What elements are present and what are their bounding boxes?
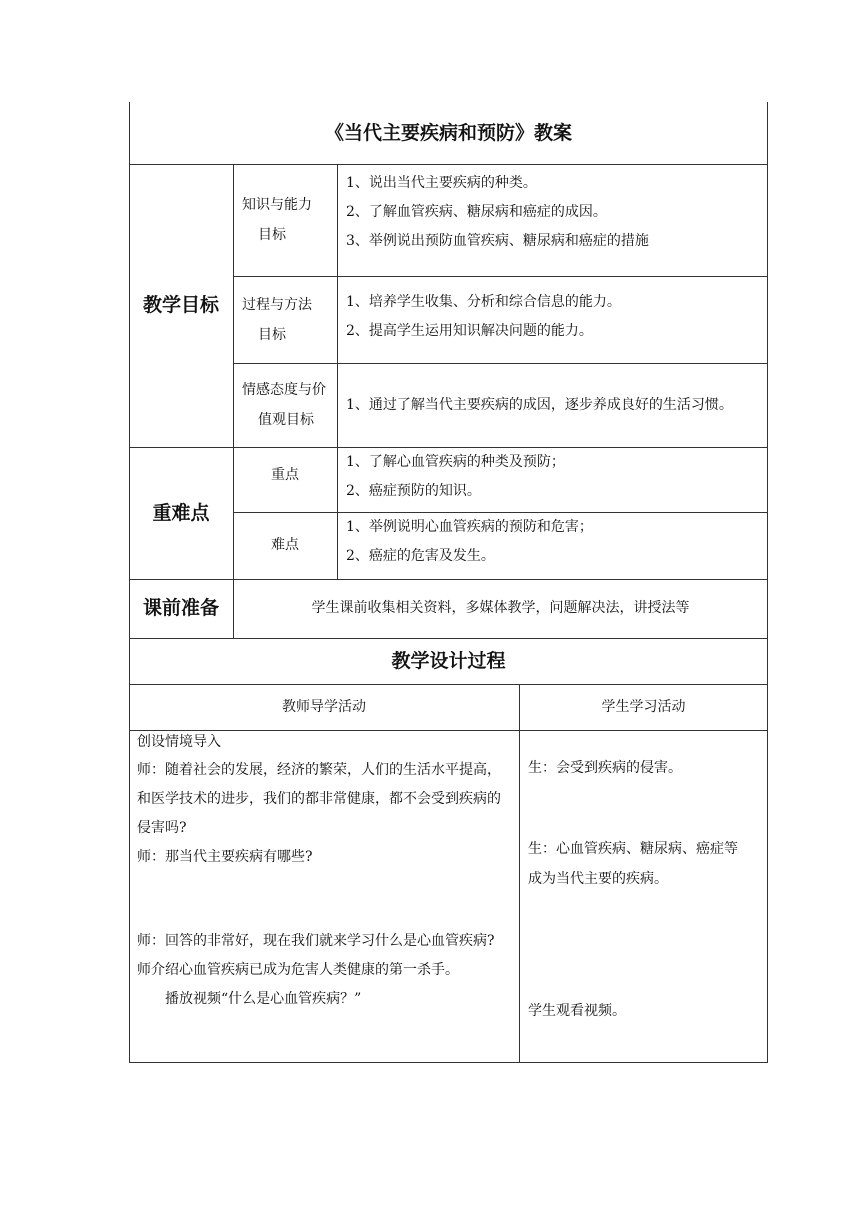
objective-items-knowledge [346,169,766,256]
list-item: 2、癌症预防的知识。 [346,483,481,499]
teacher-line: 师介绍心血管疾病已成为危害人类健康的第一杀手。 [137,962,459,978]
teacher-activity-header: 教师导学活动 [282,698,366,715]
objective-label-process [233,276,337,363]
teacher-line: 侵害吗? [137,820,187,836]
list-item: 1、说出当代主要疾病的种类。 [346,175,537,191]
keypoints-heading: 重难点 [152,501,210,524]
objectives-heading: 教学目标 [142,294,219,316]
label-line: 知识与能力 [242,197,312,213]
student-line: 生：心血管疾病、糖尿病、癌症等 [528,841,738,857]
student-line: 成为当代主要的疾病。 [528,871,668,887]
design-heading: 教学设计过程 [391,649,506,672]
column-divider-2 [337,164,338,579]
column-divider-3 [519,684,520,1063]
teacher-line: 师：随着社会的发展，经济的繁荣，人们的生活水平提高， [137,762,501,778]
preparation-text: 学生课前收集相关资料，多媒体教学，问题解决法，讲授法等 [311,600,690,616]
table-border-bottom [129,1062,768,1063]
keypoint-items-difficult [346,513,766,571]
page-title: 《当代主要疾病和预防》教案 [324,121,572,144]
objective-label-attitude [233,363,337,447]
list-item: 2、了解血管疾病、糖尿病和癌症的成因。 [346,204,607,220]
keypoint-items-important [346,448,766,506]
student-line: 生：会受到疾病的侵害。 [528,760,682,776]
teacher-line: 师：回答的非常好，现在我们就来学习什么是心血管疾病? [137,933,495,949]
label-line: 情感态度与价 [242,382,326,398]
objective-items-process [346,288,766,346]
list-item: 1、了解心血管疾病的种类及预防； [346,454,565,470]
objective-items-attitude [346,363,766,447]
list-item: 2、癌症的危害及发生。 [346,548,495,564]
teacher-line: 播放视频“什么是心血管疾病？” [165,991,362,1007]
teacher-line: 师：那当代主要疾病有哪些? [137,849,313,865]
lesson-plan-table [129,102,768,1063]
teacher-line: 创设情境导入 [137,734,221,750]
objective-label-knowledge [233,164,337,276]
list-item: 1、举例说明心血管疾病的预防和危害； [346,519,593,535]
label-line: 目标 [258,326,286,343]
list-item: 2、提高学生运用知识解决问题的能力。 [346,323,593,339]
label-line: 目标 [258,227,286,243]
list-item: 1、培养学生收集、分析和综合信息的能力。 [346,294,621,310]
list-item: 1、通过了解当代主要疾病的成因，逐步养成良好的生活习惯。 [346,396,733,413]
student-line: 学生观看视频。 [528,1003,626,1019]
preparation-heading: 课前准备 [142,597,219,619]
label-line: 值观目标 [258,412,314,428]
label-line: 过程与方法 [242,296,312,313]
teacher-line: 和医学技术的进步，我们的都非常健康，都不会受到疾病的 [137,791,501,807]
list-item: 3、举例说出预防血管疾病、糖尿病和癌症的措施 [346,233,649,249]
keypoint-label-important: 重点 [271,467,299,483]
student-activity-header: 学生学习活动 [601,698,686,715]
keypoint-label-difficult: 难点 [271,537,299,553]
